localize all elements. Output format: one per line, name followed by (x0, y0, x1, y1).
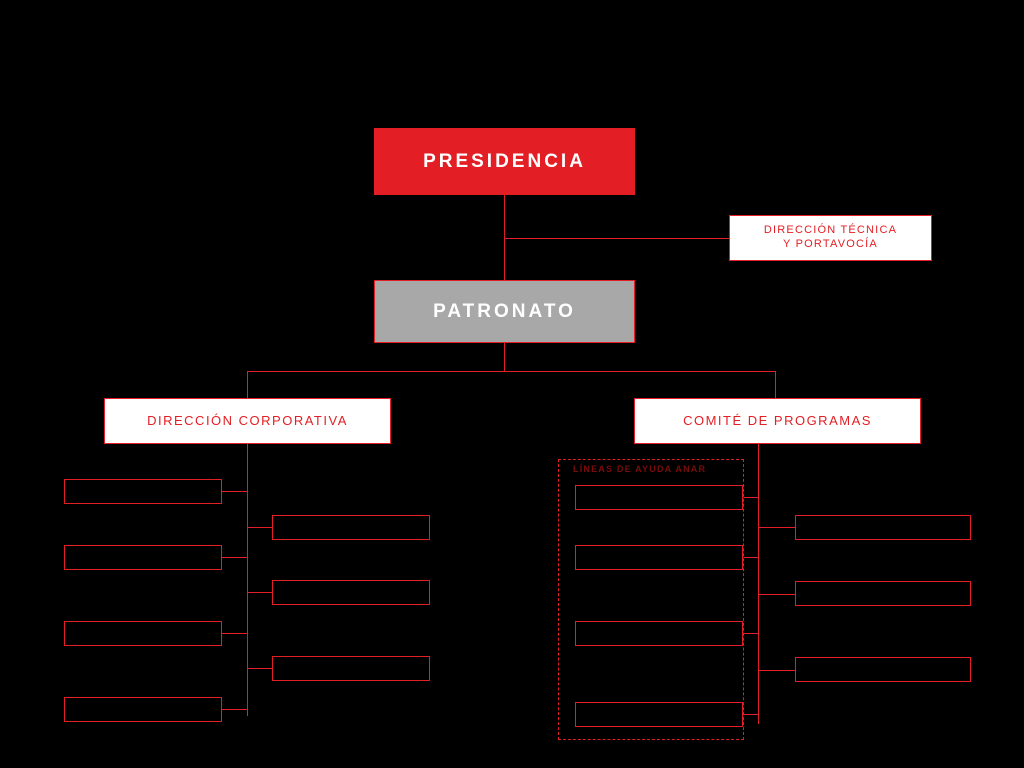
node-presidencia[interactable] (374, 128, 635, 195)
connector-right-2 (758, 594, 796, 595)
node-direccion-corporativa[interactable] (104, 398, 391, 444)
connector-lineas-1 (744, 497, 759, 498)
connector-patronato-down (504, 343, 505, 371)
node-direccion-tecnica-label-line2: Y PORTAVOCÍA (783, 238, 878, 250)
connector-left-inner-2 (247, 592, 273, 593)
connector-left-inner-1 (247, 527, 273, 528)
node-comite-programas[interactable] (634, 398, 921, 444)
connector-right-3 (758, 670, 796, 671)
connector-right-1 (758, 527, 796, 528)
node-left-inner-3[interactable] (272, 656, 430, 681)
node-comite-programas-label: COMITÉ DE PROGRAMAS (683, 412, 872, 428)
connector-right-spine (758, 444, 759, 724)
connector-left-spine (247, 444, 248, 716)
node-direccion-tecnica[interactable] (729, 215, 932, 261)
group-lineas-de-ayuda-title: LÍNEAS DE AYUDA ANAR (573, 464, 707, 474)
connector-left-4 (222, 709, 248, 710)
node-left-3[interactable] (64, 621, 222, 646)
node-right-3[interactable] (795, 657, 971, 682)
node-lineas-4[interactable] (575, 702, 743, 727)
connector-presidencia-direccion-tecnica (504, 238, 730, 239)
connector-bus-left (247, 371, 248, 398)
node-patronato-label: PATRONATO (433, 300, 576, 322)
node-right-1[interactable] (795, 515, 971, 540)
node-left-inner-2[interactable] (272, 580, 430, 605)
connector-patronato-bus (247, 371, 775, 372)
connector-lineas-4 (744, 714, 759, 715)
connector-left-3 (222, 633, 248, 634)
node-direccion-tecnica-label-line1: DIRECCIÓN TÉCNICA (763, 224, 898, 237)
node-left-inner-1[interactable] (272, 515, 430, 540)
connector-lineas-2 (744, 557, 759, 558)
connector-lineas-3 (744, 633, 759, 634)
connector-bus-right (775, 371, 776, 398)
connector-left-1 (222, 491, 248, 492)
node-left-4[interactable] (64, 697, 222, 722)
node-left-2[interactable] (64, 545, 222, 570)
node-patronato[interactable] (374, 280, 635, 343)
connector-left-2 (222, 557, 248, 558)
node-lineas-1[interactable] (575, 485, 743, 510)
node-left-1[interactable] (64, 479, 222, 504)
node-direccion-corporativa-label: DIRECCIÓN CORPORATIVA (147, 412, 348, 428)
node-lineas-2[interactable] (575, 545, 743, 570)
connector-left-inner-3 (247, 668, 273, 669)
node-right-2[interactable] (795, 581, 971, 606)
node-presidencia-label: PRESIDENCIA (423, 150, 586, 172)
node-lineas-3[interactable] (575, 621, 743, 646)
